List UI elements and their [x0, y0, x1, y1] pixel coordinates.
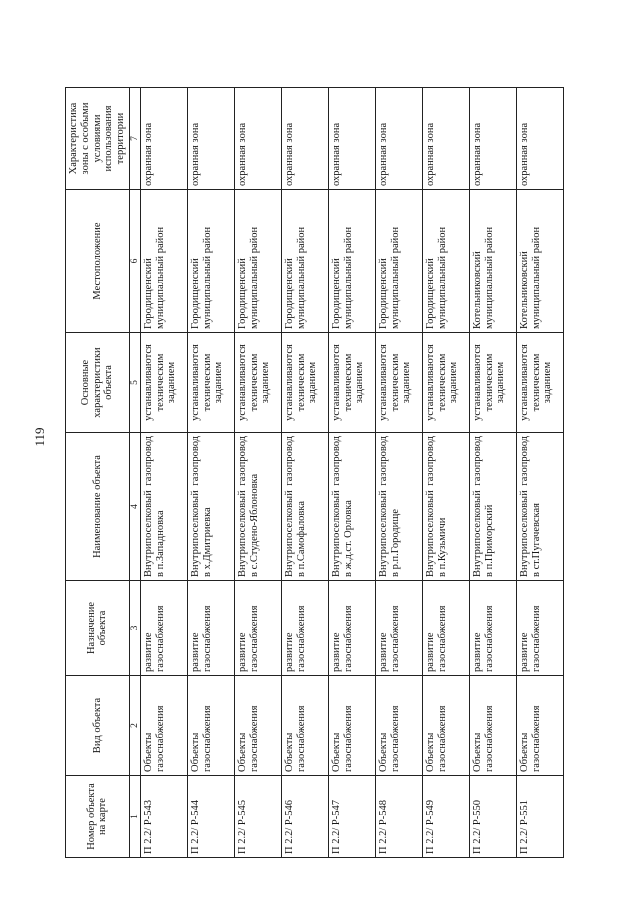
cell-location: Котельниковский муниципальный район	[516, 190, 563, 333]
cell-location: Городищенский муниципальный район	[140, 190, 187, 333]
cell-object-characteristics: устанавливаются техническим заданием	[469, 333, 516, 433]
column-number: 1	[129, 776, 140, 858]
column-number: 2	[129, 676, 140, 776]
cell-location: Городищенский муниципальный район	[328, 190, 375, 333]
table-row	[422, 88, 469, 858]
cell-zone-characteristics: охранная зона	[516, 88, 563, 190]
cell-object-characteristics: устанавливаются техническим заданием	[516, 333, 563, 433]
cell-object-name: Внутрипоселковый газопровод в п.Приморский	[469, 433, 516, 581]
cell-object-name: Внутрипоселковый газопровод в п.Западновка	[140, 433, 187, 581]
cell-object-name: Внутрипоселковый газопровод в ст.Пугачевская	[516, 433, 563, 581]
cell-zone-characteristics: охранная зона	[469, 88, 516, 190]
cell-object-number: П 2.2/ Р-550	[469, 776, 516, 858]
column-number: 6	[129, 190, 140, 333]
cell-object-name: Внутрипоселковый газопровод в п.Кузьмичи	[422, 433, 469, 581]
cell-object-number: П 2.2/ Р-549	[422, 776, 469, 858]
table-row	[469, 88, 516, 858]
cell-object-characteristics: устанавливаются техническим заданием	[422, 333, 469, 433]
cell-zone-characteristics: охранная зона	[328, 88, 375, 190]
cell-object-type: Объекты газоснабжения	[375, 676, 422, 776]
cell-object-purpose: развитие газоснабжения	[140, 581, 187, 676]
cell-object-purpose: развитие газоснабжения	[187, 581, 234, 676]
cell-location: Городищенский муниципальный район	[422, 190, 469, 333]
cell-location: Городищенский муниципальный район	[234, 190, 281, 333]
cell-object-characteristics: устанавливаются техническим заданием	[328, 333, 375, 433]
header-object-name: Наименование объекта	[66, 433, 130, 581]
cell-object-name: Внутрипоселковый газопровод в х.Дмитриевка	[187, 433, 234, 581]
cell-zone-characteristics: охранная зона	[422, 88, 469, 190]
cell-object-purpose: развитие газоснабжения	[234, 581, 281, 676]
objects-table	[65, 87, 564, 858]
cell-zone-characteristics: охранная зона	[375, 88, 422, 190]
table-container	[65, 88, 553, 858]
cell-object-type: Объекты газоснабжения	[469, 676, 516, 776]
cell-zone-characteristics: охранная зона	[234, 88, 281, 190]
cell-object-number: П 2.2/ Р-546	[281, 776, 328, 858]
page-number: 119	[32, 427, 47, 447]
table-row	[516, 88, 563, 858]
cell-object-characteristics: устанавливаются техническим заданием	[375, 333, 422, 433]
cell-object-characteristics: устанавливаются техническим заданием	[281, 333, 328, 433]
cell-object-purpose: развитие газоснабжения	[281, 581, 328, 676]
cell-object-number: П 2.2/ Р-551	[516, 776, 563, 858]
column-number: 4	[129, 433, 140, 581]
cell-object-type: Объекты газоснабжения	[422, 676, 469, 776]
cell-object-type: Объекты газоснабжения	[516, 676, 563, 776]
cell-object-name: Внутрипоселковый газопровод в п.Самофаловка	[281, 433, 328, 581]
cell-object-type: Объекты газоснабжения	[140, 676, 187, 776]
cell-object-number: П 2.2/ Р-547	[328, 776, 375, 858]
cell-zone-characteristics: охранная зона	[281, 88, 328, 190]
cell-object-number: П 2.2/ Р-548	[375, 776, 422, 858]
cell-location: Городищенский муниципальный район	[375, 190, 422, 333]
cell-object-purpose: развитие газоснабжения	[469, 581, 516, 676]
cell-object-type: Объекты газоснабжения	[234, 676, 281, 776]
header-location: Местоположение	[66, 190, 130, 333]
header-zone-characteristics: Характеристика зоны с особыми условиями использования территории	[66, 88, 130, 190]
cell-location: Городищенский муниципальный район	[187, 190, 234, 333]
cell-object-type: Объекты газоснабжения	[281, 676, 328, 776]
cell-zone-characteristics: охранная зона	[187, 88, 234, 190]
cell-object-purpose: развитие газоснабжения	[328, 581, 375, 676]
table-row	[234, 88, 281, 858]
cell-object-name: Внутрипоселковый газопровод в р.п.Городище	[375, 433, 422, 581]
cell-object-type: Объекты газоснабжения	[187, 676, 234, 776]
header-object-number: Номер объекта на карте	[66, 776, 130, 858]
cell-object-characteristics: устанавливаются техническим заданием	[187, 333, 234, 433]
table-row	[281, 88, 328, 858]
cell-location: Котельниковский муниципальный район	[469, 190, 516, 333]
cell-object-name: Внутрипоселковый газопровод в с.Студено-Яблоновка	[234, 433, 281, 581]
table-row	[140, 88, 187, 858]
cell-object-number: П 2.2/ Р-544	[187, 776, 234, 858]
cell-object-purpose: развитие газоснабжения	[422, 581, 469, 676]
cell-object-purpose: развитие газоснабжения	[375, 581, 422, 676]
cell-object-characteristics: устанавливаются техническим заданием	[234, 333, 281, 433]
cell-location: Городищенский муниципальный район	[281, 190, 328, 333]
cell-object-characteristics: устанавливаются техническим заданием	[140, 333, 187, 433]
column-number-row	[129, 88, 140, 858]
header-object-purpose: Назначение объекта	[66, 581, 130, 676]
header-object-characteristics: Основные характеристики объекта	[66, 333, 130, 433]
table-row	[375, 88, 422, 858]
cell-object-type: Объекты газоснабжения	[328, 676, 375, 776]
header-object-type: Вид объекта	[66, 676, 130, 776]
cell-object-name: Внутрипоселковый газопровод в ж.д.ст. Орловка	[328, 433, 375, 581]
cell-object-purpose: развитие газоснабжения	[516, 581, 563, 676]
table-row	[187, 88, 234, 858]
cell-zone-characteristics: охранная зона	[140, 88, 187, 190]
column-number: 3	[129, 581, 140, 676]
header-row	[66, 88, 130, 858]
column-number: 5	[129, 333, 140, 433]
table-row	[328, 88, 375, 858]
cell-object-number: П 2.2/ Р-545	[234, 776, 281, 858]
column-number: 7	[129, 88, 140, 190]
cell-object-number: П 2.2/ Р-543	[140, 776, 187, 858]
